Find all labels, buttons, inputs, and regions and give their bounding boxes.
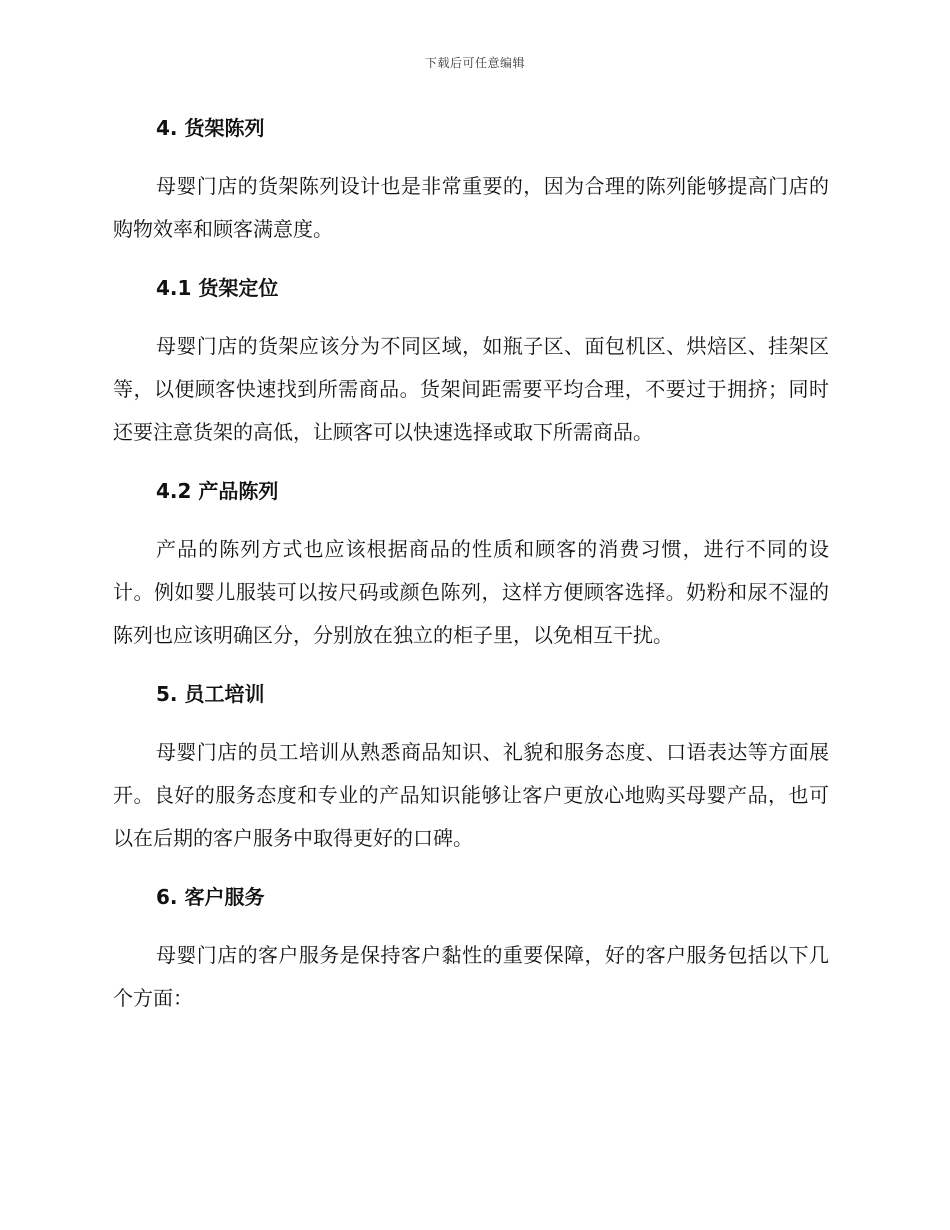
- section-heading: 5. 员工培训: [156, 682, 265, 706]
- header-note: 下载后可任意编辑: [424, 56, 525, 70]
- section-paragraph: 母婴门店的员工培训从熟悉商品知识、礼貌和服务态度、口语表达等方面展开。良好的服务态度和专业的产品知识能够让客户更放心地购买母婴产品，也可以在后期的客户服务中取得更好的口碑。: [113, 740, 829, 850]
- section-paragraph: 产品的陈列方式也应该根据商品的性质和顾客的消费习惯，进行不同的设计。例如婴儿服装可以按尺码或颜色陈列，这样方便顾客选择。奶粉和尿不湿的陈列也应该明确区分，分别放在独立的柜子里，以免相互干扰。: [113, 537, 829, 647]
- document-body: [113, 108, 829, 1020]
- section-heading: 6. 客户服务: [156, 885, 265, 909]
- section-paragraph: 母婴门店的货架应该分为不同区域，如瓶子区、面包机区、烘焙区、挂架区等，以便顾客快速找到所需商品。货架间距需要平均合理，不要过于拥挤；同时还要注意货架的高低，让顾客可以快速选择或取下所需商品。: [113, 334, 829, 444]
- section-paragraph: 母婴门店的货架陈列设计也是非常重要的，因为合理的陈列能够提高门店的购物效率和顾客满意度。: [113, 174, 829, 241]
- section-heading: 4.1 货架定位: [156, 276, 279, 300]
- section-heading: 4.2 产品陈列: [156, 479, 279, 503]
- section-heading: 4. 货架陈列: [156, 116, 265, 140]
- section-paragraph: 母婴门店的客户服务是保持客户黏性的重要保障，好的客户服务包括以下几个方面：: [113, 943, 829, 1010]
